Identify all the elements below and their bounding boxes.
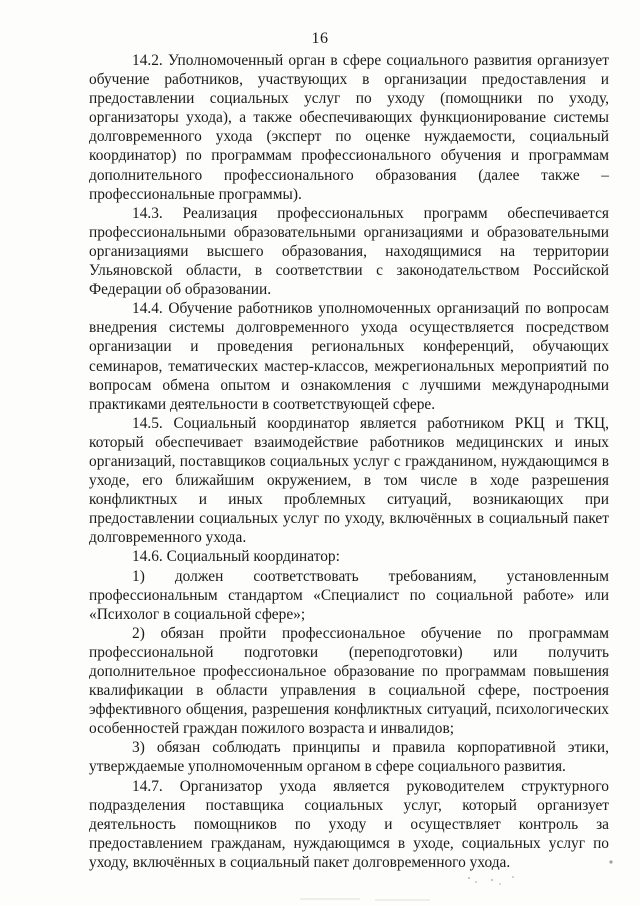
paragraph-14-6-heading: 14.6. Социальный координатор: [132,548,340,566]
paragraph-14-4: 14.4. Обучение работников уполномоченных организаций по вопросам внедрения системы долговременного ухода осуществляется посредством организации и проведения региональных конференций, обучающих семинаров, тематических мастер-классов, межрегиональных мероприятий по вопросам обмена опытом и ознакомления с лучшими международными практиками деятельности в соответствующей сфере. [89,300,609,413]
document-body [89,51,609,872]
paragraph-14-5: 14.5. Социальный координатор является работником РКЦ и ТКЦ, который обеспечивает взаимодействие работников медицинских и иных организаций, поставщиков социальных услуг с гражданином, нуждающимся в уходе, его ближайшим окружением, в том числе в ходе разрешения конфликтных и иных проблемных ситуаций, возникающих при предоставлении социальных услуг по уходу, включённых в социальный пакет долговременного ухода. [89,414,609,547]
paragraph-14-7: 14.7. Организатор ухода является руководителем структурного подразделения поставщика социальных услуг, который организует деятельность помощников по уходу и осуществляет контроль за предоставлением гражданам, нуждающимся в уходе, социальных услуг по уходу, включённых в социальный пакет долговременного ухода. [89,777,609,871]
list-item-2: 2) обязан пройти профессиональное обучение по программам профессиональной подготовки (переподготовки) или получить дополнительное профессиональное образование по программам повышения квалификации в области управления в социальной сфере, построения эффективного общения, разрешения конфликтных ситуаций, психологических особенностей граждан пожилого возраста и инвалидов; [89,624,609,738]
list-item-1: 1) должен соответствовать требованиям, установленным профессиональным стандартом «Специалист по социальной работе» или «Психолог в социальной сфере»; [89,567,609,623]
list-item-3: 3) обязан соблюдать принципы и правила корпоративной этики, утверждаемые уполномоченным органом в сфере социального развития. [89,739,609,776]
paragraph-14-2: 14.2. Уполномоченный орган в сфере социального развития организует обучение работников, участвующих в организации предоставления и предоставлении социальных услуг по уходу (помощники по уходу, организаторы ухода), а также обеспечивающих функционирование системы долговременного ухода (эксперт по оценке нуждаемости, социальный координатор) по программам профессионального обучения и программам дополнительного профессионального образования (далее также – профессиональные программы). [89,52,609,203]
paragraph-14-3: 14.3. Реализация профессиональных программ обеспечивается профессиональными образовательными организациями и образовательными организациями высшего образования, находящимися на территории Ульяновской области, в соответствии с законодательством Российской Федерации об образовании. [89,204,609,299]
page-number: 16 [311,30,329,47]
